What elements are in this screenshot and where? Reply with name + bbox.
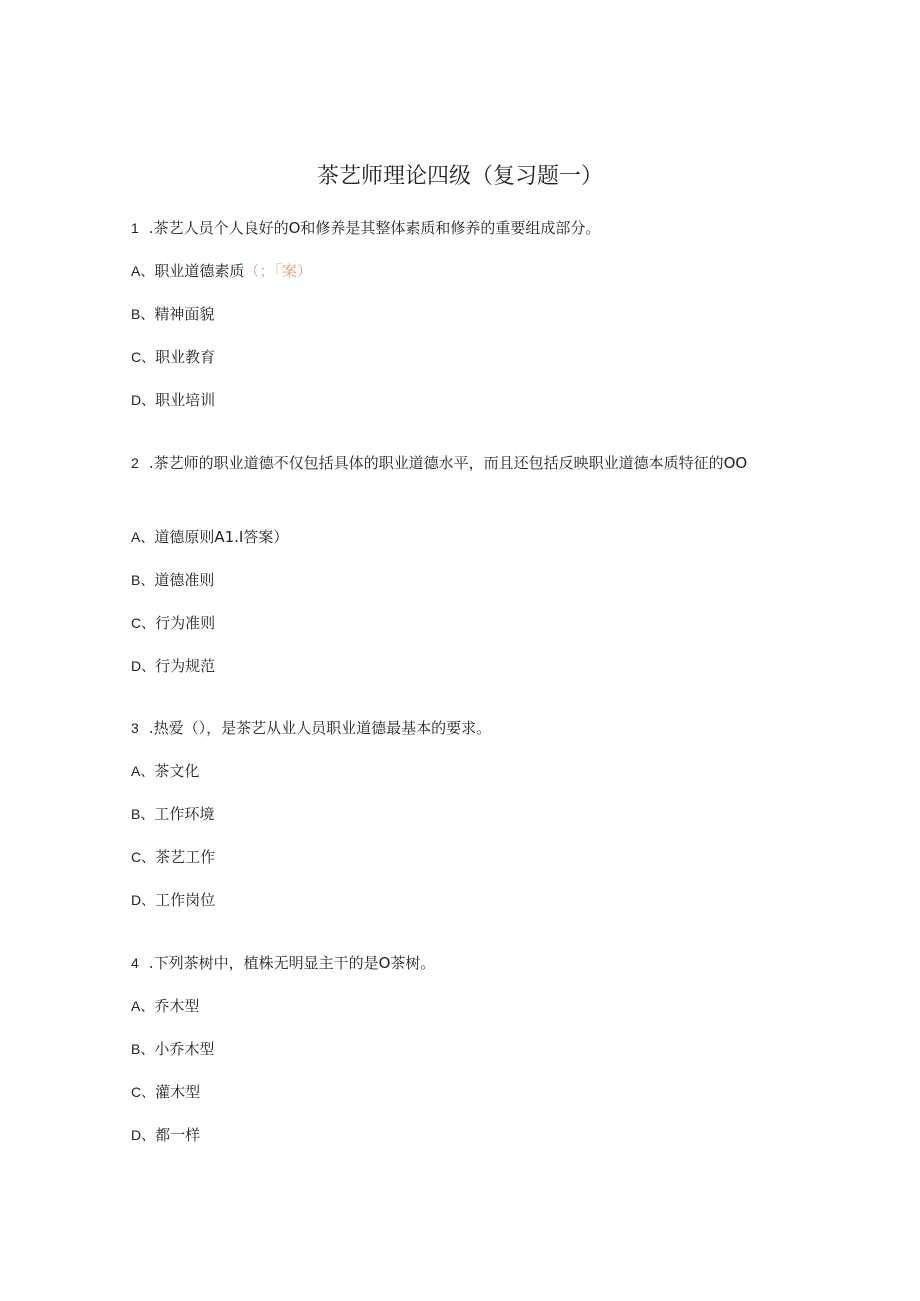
option-text: 乔木型 xyxy=(154,997,200,1015)
option-text: 道德准则 xyxy=(154,571,215,589)
option-letter: A、 xyxy=(131,263,155,279)
option-3d xyxy=(131,888,215,912)
option-3b xyxy=(131,802,214,826)
option-1b xyxy=(131,302,214,326)
option-letter: A、 xyxy=(131,529,155,545)
option-text: 职业培训 xyxy=(155,391,216,409)
option-letter: C、 xyxy=(131,1084,156,1100)
option-letter: B、 xyxy=(131,806,155,822)
option-letter: D、 xyxy=(131,392,156,408)
option-letter: C、 xyxy=(131,615,156,631)
option-letter: B、 xyxy=(131,306,155,322)
option-text: 道德原则A1.I答案） xyxy=(154,528,289,546)
page-title: 茶艺师理论四级（复习题一） xyxy=(316,164,603,189)
question-text: .茶艺师的职业道德不仅包括具体的职业道德水平，而且还包括反映职业道德本质特征的OO xyxy=(148,454,748,472)
option-3a xyxy=(131,759,199,783)
option-text: 行为规范 xyxy=(155,657,216,675)
option-letter: D、 xyxy=(131,892,156,908)
option-letter: B、 xyxy=(131,572,155,588)
option-text: 精神面貌 xyxy=(154,305,215,323)
question-number: 3 xyxy=(131,720,139,736)
question-number: 1 xyxy=(131,220,139,236)
question-3 xyxy=(131,716,491,740)
question-1 xyxy=(131,216,600,240)
option-letter: C、 xyxy=(131,849,156,865)
option-letter: D、 xyxy=(131,1127,156,1143)
question-2 xyxy=(131,448,781,478)
option-text: 茶艺工作 xyxy=(155,848,216,866)
option-letter: A、 xyxy=(131,998,155,1014)
option-1c xyxy=(131,345,215,369)
option-4b xyxy=(131,1037,214,1061)
question-text: .下列茶树中，植株无明显主干的是O茶树。 xyxy=(148,954,436,972)
option-3c xyxy=(131,845,215,869)
question-text: .茶艺人员个人良好的O和修养是其整体素质和修养的重要组成部分。 xyxy=(148,219,601,237)
option-1d xyxy=(131,388,215,412)
option-letter: C、 xyxy=(131,349,156,365)
option-letter: D、 xyxy=(131,658,156,674)
option-text: 灌木型 xyxy=(155,1083,201,1101)
option-4a xyxy=(131,994,199,1018)
question-text: .热爱（），是茶艺从业人员职业道德最基本的要求。 xyxy=(148,719,492,737)
option-text: 行为准则 xyxy=(155,614,216,632)
option-letter: B、 xyxy=(131,1041,155,1057)
option-4c xyxy=(131,1080,200,1104)
option-1a xyxy=(131,259,312,283)
option-2d xyxy=(131,654,215,678)
option-text: 工作岗位 xyxy=(155,891,216,909)
option-text: 都一样 xyxy=(155,1126,201,1144)
option-text: 小乔木型 xyxy=(154,1040,215,1058)
question-number: 4 xyxy=(131,955,139,971)
option-text: 职业教育 xyxy=(155,348,216,366)
option-text: 茶文化 xyxy=(154,762,200,780)
option-4d xyxy=(131,1123,200,1147)
question-number: 2 xyxy=(131,455,139,471)
option-2a xyxy=(131,525,288,549)
option-2b xyxy=(131,568,214,592)
option-text: 职业道德素质 xyxy=(154,262,245,280)
option-letter: A、 xyxy=(131,763,155,779)
question-4 xyxy=(131,951,435,975)
option-text: 工作环境 xyxy=(154,805,215,823)
answer-mark: （；「案） xyxy=(244,262,312,280)
option-2c xyxy=(131,611,215,635)
